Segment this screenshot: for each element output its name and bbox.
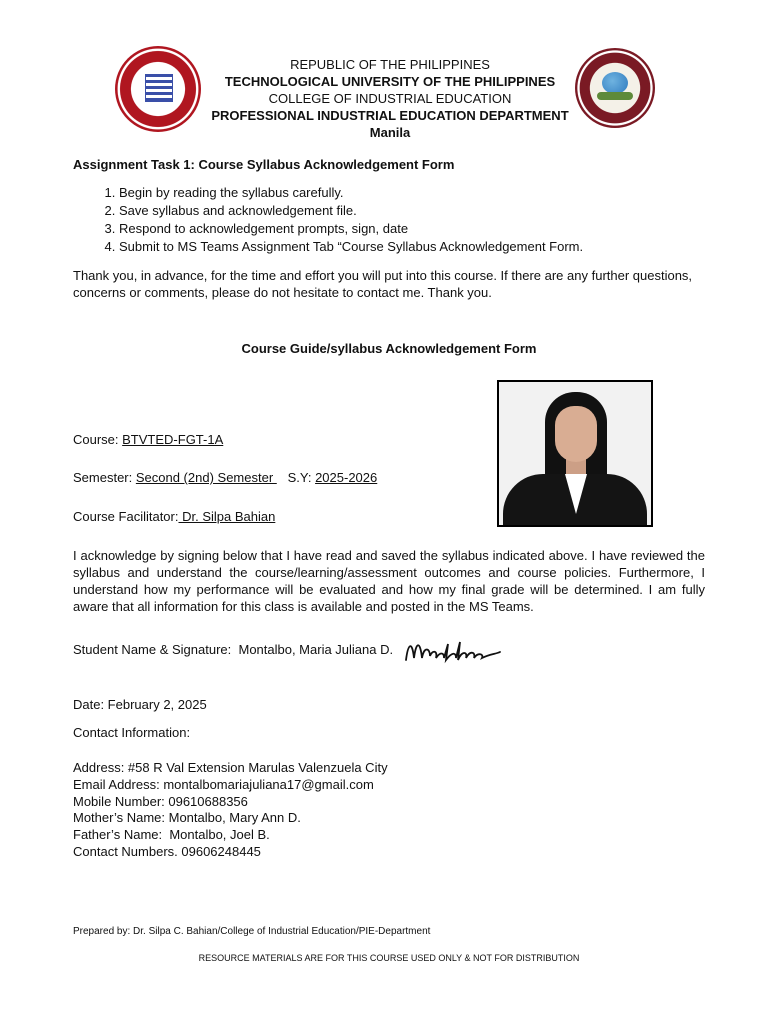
prepared-by: Prepared by: Dr. Silpa C. Bahian/College of Industrial Education/PIE-Department [73,926,431,937]
step-item: 3. Respond to acknowledgement prompts, sign, date [119,220,739,238]
header-line-college: COLLEGE OF INDUSTRIAL EDUCATION [268,91,512,106]
sy-label: S.Y: [287,470,316,485]
acknowledgement-paragraph: I acknowledge by signing below that I have read and saved the syllabus indicated above. I have reviewed the syllabus and understand the course/learning/assessment outcomes and course policies. Furthermore, I understand how my performance will be evaluated and how my final grade will be determined. I am fully aware that all information for this class is available and posted in the MS Teams. [73,548,705,614]
facilitator-label: Course Facilitator: [73,509,179,524]
course-field [73,432,223,447]
contact-heading: Contact Information: [73,725,191,740]
contact-numbers: Contact Numbers. 09606248445 [73,843,261,859]
thanks-paragraph: Thank you, in advance, for the time and effort you will put into this course. If there are any further questions, concerns or comments, please do not hesitate to contact me. Thank you. [73,268,693,300]
contact-email: Email Address: montalbomariajuliana17@gmail.com [73,776,374,792]
steps-list [73,184,739,256]
facilitator-field [73,509,275,524]
step-item: 1. Begin by reading the syllabus carefully. [119,184,739,202]
header-line-republic: REPUBLIC OF THE PHILIPPINES [290,57,490,72]
semester-label: Semester: [73,470,136,485]
assignment-title: Assignment Task 1: Course Syllabus Acknowledgement Form [73,157,455,172]
header-line-university: TECHNOLOGICAL UNIVERSITY OF THE PHILIPPINES [224,74,556,89]
facilitator-value: Dr. Silpa Bahian [178,509,276,524]
contact-father: Father’s Name: Montalbo, Joel B. [73,827,270,843]
sy-value: 2025-2026 [315,470,378,485]
step-item: 4. Submit to MS Teams Assignment Tab “Course Syllabus Acknowledgement Form. [119,238,739,256]
form-title: Course Guide/syllabus Acknowledgement Form [241,341,537,356]
semester-value: Second (2nd) Semester [135,470,277,485]
handwritten-signature [400,630,510,676]
step-item: 2. Save syllabus and acknowledgement file. [119,202,739,220]
course-label: Course: [73,432,123,447]
contact-address: Address: #58 R Val Extension Marulas Valenzuela City [73,760,388,775]
contact-block [73,760,388,861]
header-line-department: PROFESSIONAL INDUSTRIAL EDUCATION DEPARTMENT [211,108,569,123]
contact-mobile: Mobile Number: 09610688356 [73,793,248,809]
course-value: BTVTED-FGT-1A [122,432,224,447]
date-line: Date: February 2, 2025 [73,697,207,712]
contact-mother: Mother’s Name: Montalbo, Mary Ann D. [73,810,301,826]
semester-field [73,470,377,485]
header-line-city: Manila [369,125,411,140]
student-name-line: Student Name & Signature: Montalbo, Maria Juliana D. [73,642,394,657]
student-photo [497,380,653,527]
document-header [180,56,600,141]
distribution-notice: RESOURCE MATERIALS ARE FOR THIS COURSE USED ONLY & NOT FOR DISTRIBUTION [198,953,580,963]
